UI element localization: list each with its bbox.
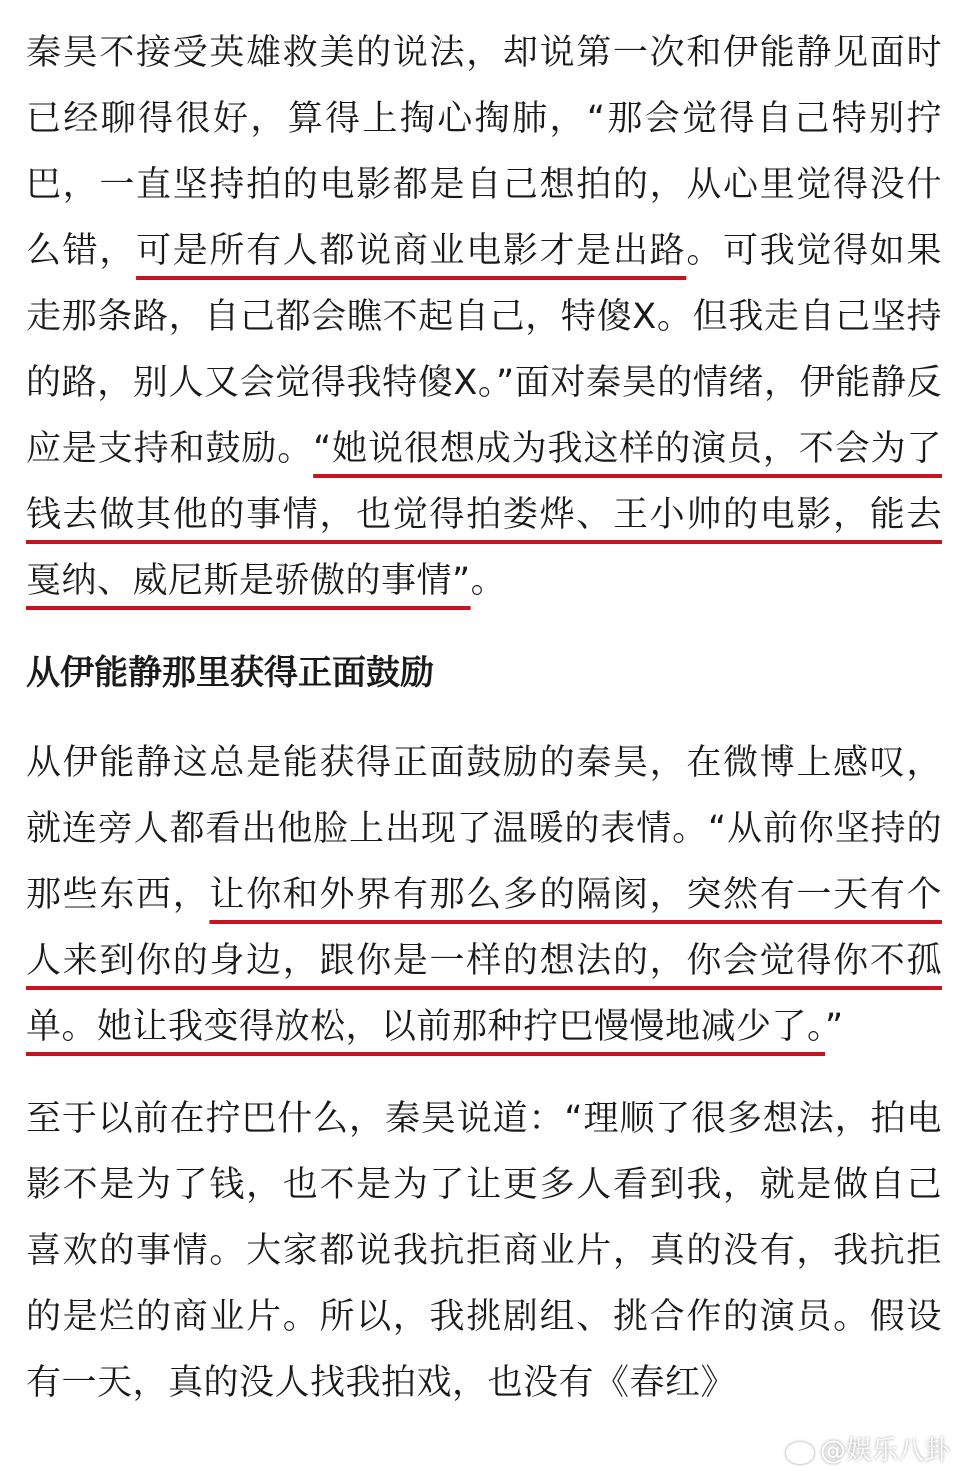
text-segment: ” bbox=[825, 1007, 844, 1047]
underlined-quote: 可是所有人都说商业电影才是出路 bbox=[136, 231, 687, 271]
paragraph-encouragement bbox=[26, 730, 942, 1060]
text-segment: 。 bbox=[470, 561, 507, 601]
paragraph-qinhao-first-meeting bbox=[26, 20, 942, 614]
underlined-quote: 让你和外界有那么多的隔阂，突然有一天有个人来到你的身边，跟你是一样的想法的，你会觉得你不孤单。她让我变得放松，以前那种拧巴慢慢地减少了。 bbox=[26, 875, 942, 1047]
section-heading: 从伊能静那里获得正面鼓励 bbox=[26, 653, 434, 693]
article-body bbox=[26, 0, 942, 1442]
watermark-text: @娱乐八卦 bbox=[819, 1436, 950, 1466]
weibo-watermark bbox=[784, 1430, 950, 1467]
text-segment: 秦昊不接受英雄救美的说法，却说第一次和伊能静见面时已经聊得很好，算得上掏心掏肺，“那会觉得自己特别拧巴，一直坚持拍的电影都是自己想拍的，从心里觉得没什么错， bbox=[26, 33, 942, 271]
text-segment: 从伊能静这总是能获得正面鼓励的秦昊，在微博上感叹，就连旁人都看出他脸上出现了温暖的表情。“从前你坚持的那些东西， bbox=[26, 743, 942, 915]
underlined-quote: “她说很想成为我这样的演员，不会为了钱去做其他的事情，也觉得拍娄烨、王小帅的电影，能去戛纳、威尼斯是骄傲的事情” bbox=[26, 429, 942, 601]
text-segment: 。可我觉得如果走那条路，自己都会瞧不起自己，特傻X。但我走自己坚持的路，别人又会觉得我特傻X。”面对秦昊的情绪，伊能静反应是支持和鼓励。 bbox=[26, 231, 942, 469]
paragraph-commercial-films: 至于以前在拧巴什么，秦昊说道：“理顺了很多想法，拍电影不是为了钱，也不是为了让更多人看到我，就是做自己喜欢的事情。大家都说我抗拒商业片，真的没有，我抗拒的是烂的商业片。所以，我挑剧组、挑合作的演员。假设有一天，真的没人找我拍戏，也没有《春红》 bbox=[26, 1099, 942, 1403]
weibo-icon bbox=[784, 1436, 814, 1462]
